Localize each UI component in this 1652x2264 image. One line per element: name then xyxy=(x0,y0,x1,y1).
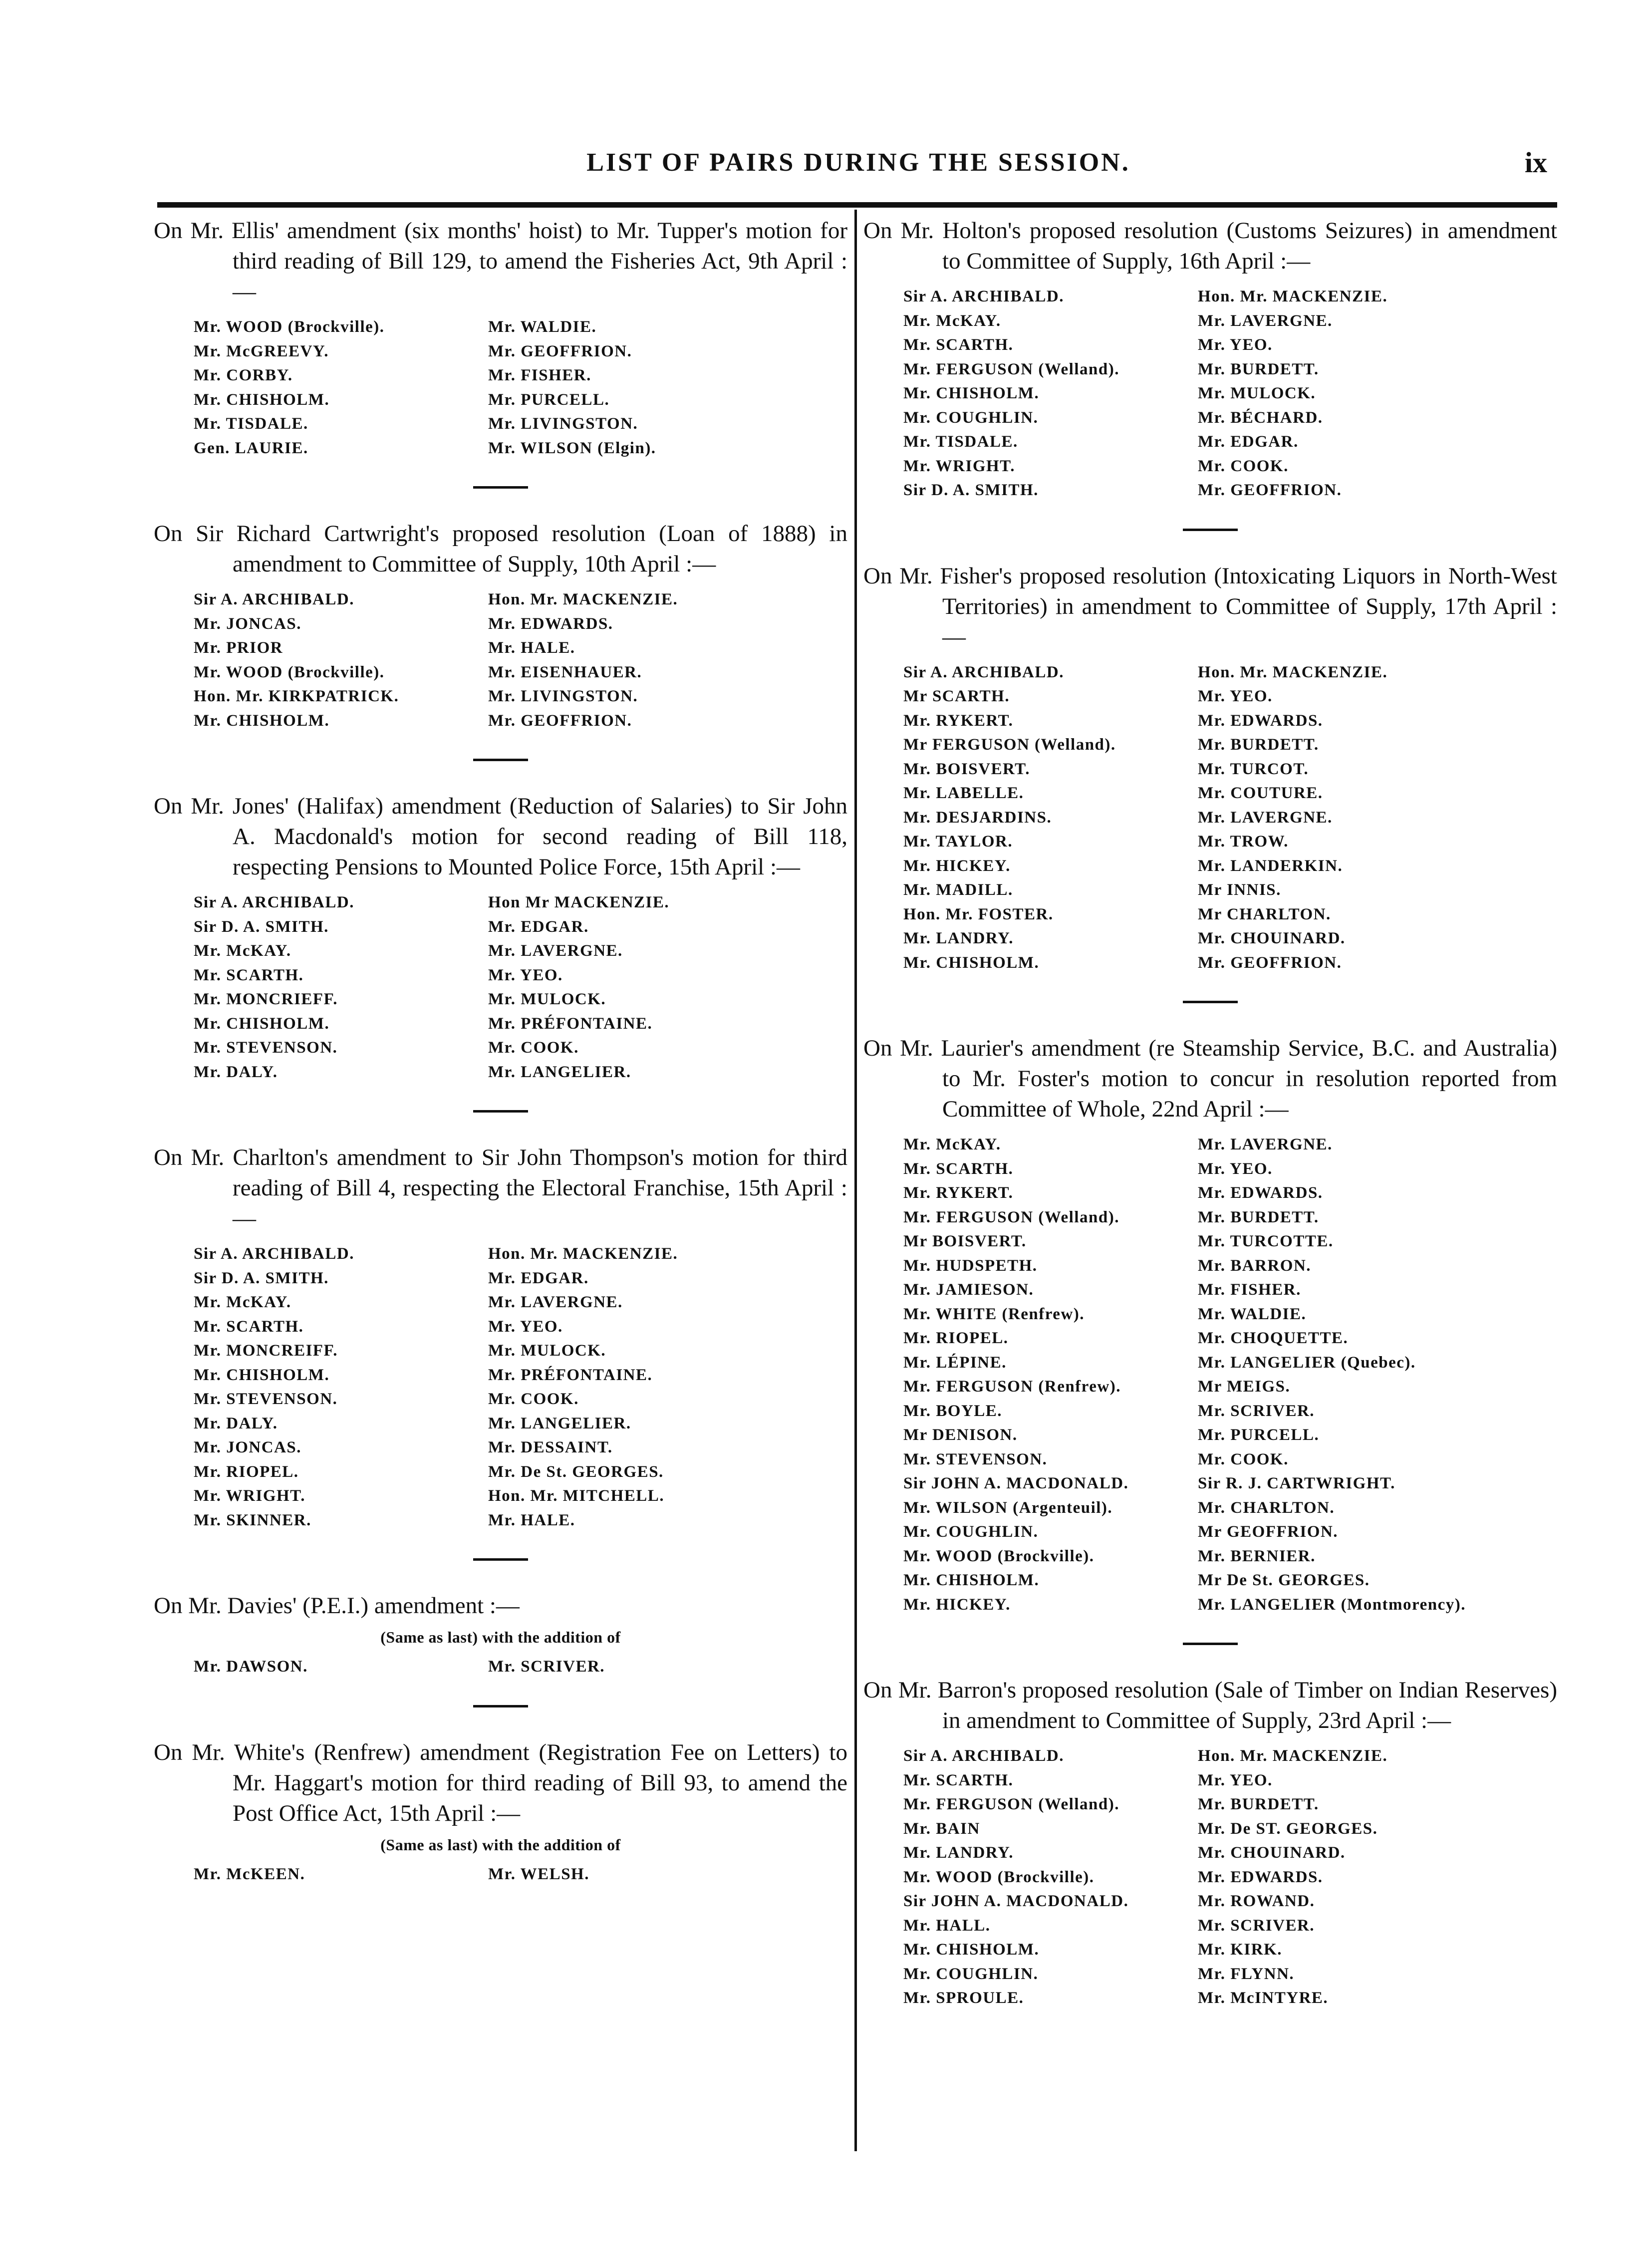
motion-description: On Mr. Charlton's amendment to Sir John Thompson's motion for third reading of Bill 4, respecting the Electoral Franchise, 15th April :— xyxy=(154,1144,847,1231)
pair-member-left: Hon. Mr. FOSTER. xyxy=(903,905,1054,923)
pair-member-right: Mr. EISENHAUER. xyxy=(488,663,642,681)
pair-member-right: Mr. EDGAR. xyxy=(488,917,589,936)
pair-member-left: Mr. DALY. xyxy=(194,1414,278,1432)
pair-member-left: Mr. MONCREIFF. xyxy=(194,1342,338,1360)
pair-member-right: Mr. WALDIE. xyxy=(1198,1305,1307,1323)
pair-member-left: Sir D. A. SMITH. xyxy=(194,917,329,936)
pair-member-left: Sir D. A. SMITH. xyxy=(903,481,1039,499)
pair-member-left: Hon. Mr. KIRKPATRICK. xyxy=(194,687,399,705)
pair-member-right: Mr. PURCELL. xyxy=(1198,1426,1320,1444)
column-divider xyxy=(854,210,857,2151)
pair-member-left: Mr. WILSON (Argenteuil). xyxy=(903,1498,1113,1517)
pair-member-left: Mr. WOOD (Brockville). xyxy=(194,663,385,681)
pair-member-left: Mr. SKINNER. xyxy=(194,1511,311,1529)
pair-member-left: Mr. HALL. xyxy=(903,1916,991,1935)
pair-member-right: Mr. BERNIER. xyxy=(1198,1547,1316,1565)
pair-member-left: Mr SCARTH. xyxy=(903,687,1010,705)
pair-member-left: Mr. FERGUSON (Welland). xyxy=(903,360,1119,378)
pair-member-left: Mr. McKAY. xyxy=(194,1293,291,1311)
pair-member-right: Mr. McINTYRE. xyxy=(1198,1989,1329,2007)
pair-member-right: Mr. YEO. xyxy=(1198,336,1273,354)
pair-section xyxy=(154,216,847,489)
pair-member-right: Hon. Mr. MACKENZIE. xyxy=(1198,1747,1388,1765)
pair-member-left: Mr. BOISVERT. xyxy=(903,760,1030,778)
pair-member-right: Mr. COOK. xyxy=(1198,457,1289,475)
pair-member-right: Mr. EDWARDS. xyxy=(1198,711,1323,730)
pair-member-right: Mr. LAVERGNE. xyxy=(1198,311,1333,330)
pairs-list xyxy=(194,587,847,733)
pair-member-right: Mr. PRÉFONTAINE. xyxy=(488,1014,653,1033)
pair-member-right: Mr. LANGELIER. xyxy=(488,1414,631,1432)
pair-member-left: Sir A. ARCHIBALD. xyxy=(903,287,1064,305)
pair-member-right: Mr. FISHER. xyxy=(1198,1281,1301,1299)
pairs-list xyxy=(903,660,1557,975)
addition-note: (Same as last) with the addition of xyxy=(380,1628,621,1646)
pair-member-left: Mr. TAYLOR. xyxy=(903,833,1013,850)
pair-member-right: Mr. HALE. xyxy=(488,1511,575,1529)
pair-member-left: Mr. FERGUSON (Welland). xyxy=(903,1795,1119,1813)
pair-member-left: Mr. HICKEY. xyxy=(903,856,1011,875)
pair-member-right: Mr. TROW. xyxy=(1198,833,1289,850)
pair-member-right: Mr. GEOFFRION. xyxy=(1198,953,1342,972)
pair-member-right: Mr. EDGAR. xyxy=(488,1269,589,1287)
pair-member-right: Mr. SCRIVER. xyxy=(488,1658,605,1676)
pair-section xyxy=(863,1675,1557,2010)
pair-member-right: Mr. COOK. xyxy=(488,1390,579,1408)
pair-member-left: Mr. CHISHOLM. xyxy=(903,953,1040,972)
pair-member-right: Mr. LANDERKIN. xyxy=(1198,856,1343,875)
pair-member-left: Mr. RYKERT. xyxy=(903,1184,1014,1202)
pair-member-right: Mr. LAVERGNE. xyxy=(1198,808,1333,827)
pair-member-left: Mr. RIOPEL. xyxy=(194,1462,299,1481)
pair-member-right: Mr. MULOCK. xyxy=(488,990,606,1008)
motion-description: On Mr. White's (Renfrew) amendment (Registration Fee on Letters) to Mr. Haggart's motion for third reading of Bill 93, to amend the Post Office Act, 15th April :— xyxy=(154,1739,847,1826)
pair-member-left: Mr. CHISHOLM. xyxy=(903,1571,1040,1589)
pair-section xyxy=(863,1033,1557,1645)
section-separator xyxy=(473,486,528,489)
pair-member-left: Mr. LANDRY. xyxy=(903,1844,1014,1862)
pair-member-left: Mr. JAMIESON. xyxy=(903,1281,1034,1299)
pair-member-right: Mr. CHOUINARD. xyxy=(1198,929,1346,947)
pair-member-left: Mr DENISON. xyxy=(903,1426,1018,1444)
pair-member-right: Mr. LANGELIER (Quebec). xyxy=(1198,1353,1416,1372)
pair-member-right: Mr. WELSH. xyxy=(488,1865,589,1883)
motion-description: On Mr. Laurier's amendment (re Steamship Service, B.C. and Australia) to Mr. Foster's motion to concur in resolution reported from Committee of Whole, 22nd April :— xyxy=(863,1035,1557,1122)
pair-member-right: Mr. GEOFFRION. xyxy=(488,342,632,360)
pair-member-right: Mr. HALE. xyxy=(488,639,575,657)
pair-member-right: Mr. CHARLTON. xyxy=(1198,1498,1335,1517)
pair-member-left: Mr. SPROULE. xyxy=(903,1989,1024,2007)
pairs-list xyxy=(194,1655,847,1679)
pair-member-right: Mr. De ST. GEORGES. xyxy=(1198,1819,1378,1838)
pair-member-left: Mr. COUGHLIN. xyxy=(903,1523,1039,1541)
pair-member-left: Mr. McKAY. xyxy=(903,1135,1001,1153)
pair-member-right: Mr. LAVERGNE. xyxy=(488,942,623,960)
pair-member-right: Mr. MULOCK. xyxy=(488,1342,606,1360)
pair-member-right: Mr. BURDETT. xyxy=(1198,1208,1319,1226)
pair-member-right: Mr. BURDETT. xyxy=(1198,736,1319,754)
pair-member-right: Mr. CHOQUETTE. xyxy=(1198,1329,1349,1347)
pair-member-right: Hon. Mr. MACKENZIE. xyxy=(488,590,678,608)
pair-member-right: Hon. Mr. MACKENZIE. xyxy=(1198,287,1388,305)
pair-member-left: Sir A. ARCHIBALD. xyxy=(194,1245,354,1263)
pair-member-left: Mr. McKEEN. xyxy=(194,1865,305,1883)
pair-member-left: Mr. STEVENSON. xyxy=(903,1450,1048,1468)
pair-member-right: Mr. TURCOTTE. xyxy=(1198,1232,1334,1250)
pair-member-left: Mr. PRIOR xyxy=(194,639,283,657)
pair-member-left: Mr. HICKEY. xyxy=(903,1595,1011,1614)
pair-member-right: Sir R. J. CARTWRIGHT. xyxy=(1198,1474,1395,1492)
pair-member-left: Sir A. ARCHIBALD. xyxy=(194,893,354,911)
pair-member-right: Mr INNIS. xyxy=(1198,881,1281,899)
pair-member-left: Mr. COUGHLIN. xyxy=(903,408,1039,427)
section-separator xyxy=(473,1110,528,1113)
pair-member-left: Mr. LÉPINE. xyxy=(903,1353,1007,1372)
pair-member-left: Mr. WOOD (Brockville). xyxy=(194,318,385,336)
pair-section xyxy=(154,519,847,761)
pair-member-right: Mr. LIVINGSTON. xyxy=(488,415,638,433)
pair-member-left: Mr. STEVENSON. xyxy=(194,1390,338,1408)
pair-member-right: Mr. LAVERGNE. xyxy=(1198,1135,1333,1153)
pair-section xyxy=(863,216,1557,531)
pair-member-right: Mr. LAVERGNE. xyxy=(488,1293,623,1311)
section-separator xyxy=(473,1705,528,1707)
page-header xyxy=(160,145,1557,190)
motion-description: On Sir Richard Cartwright's proposed resolution (Loan of 1888) in amendment to Committee of Supply, 10th April :— xyxy=(154,521,847,577)
pair-member-right: Mr. WILSON (Elgin). xyxy=(488,439,656,457)
pair-member-right: Mr. PRÉFONTAINE. xyxy=(488,1366,653,1384)
pair-member-left: Mr. JONCAS. xyxy=(194,1438,302,1456)
pair-member-left: Mr. McGREEVY. xyxy=(194,342,329,360)
motion-description: On Mr. Davies' (P.E.I.) amendment :— xyxy=(154,1593,520,1619)
pair-member-left: Mr. DAWSON. xyxy=(194,1658,308,1676)
section-separator xyxy=(1183,1643,1238,1645)
pair-section xyxy=(154,1142,847,1561)
pair-member-left: Mr. HUDSPETH. xyxy=(903,1256,1038,1275)
right-column xyxy=(863,216,1557,2010)
pair-member-left: Mr. RIOPEL. xyxy=(903,1329,1009,1347)
pair-member-right: Mr. LIVINGSTON. xyxy=(488,687,638,705)
pair-member-left: Sir A. ARCHIBALD. xyxy=(194,590,354,608)
pair-member-left: Mr. CHISHOLM. xyxy=(903,384,1040,402)
pair-member-left: Mr. CHISHOLM. xyxy=(194,711,330,730)
pair-member-left: Mr. STEVENSON. xyxy=(194,1039,338,1057)
pairs-list xyxy=(903,284,1557,503)
pair-member-left: Mr FERGUSON (Welland). xyxy=(903,736,1116,754)
pairs-list xyxy=(194,1862,847,1887)
pair-member-left: Mr. SCARTH. xyxy=(194,966,304,984)
pair-member-left: Mr. WOOD (Brockville). xyxy=(903,1868,1095,1886)
pair-member-left: Mr. JONCAS. xyxy=(194,614,302,633)
pair-member-left: Mr. COUGHLIN. xyxy=(903,1965,1039,1983)
pair-member-left: Mr. McKAY. xyxy=(903,311,1001,330)
pair-member-right: Mr GEOFFRION. xyxy=(1198,1523,1339,1541)
pair-member-right: Mr. LANGELIER. xyxy=(488,1063,631,1081)
pair-member-right: Mr. BURDETT. xyxy=(1198,1795,1319,1813)
pair-member-left: Mr. MONCRIEFF. xyxy=(194,990,338,1008)
header-rule xyxy=(157,202,1557,208)
pair-member-left: Mr. WRIGHT. xyxy=(194,1487,305,1505)
pair-member-right: Mr. EDWARDS. xyxy=(1198,1868,1323,1886)
pair-member-right: Mr. YEO. xyxy=(1198,1159,1273,1178)
pair-section xyxy=(154,1737,847,1887)
pair-member-right: Mr. FISHER. xyxy=(488,366,591,384)
pair-member-left: Mr. WHITE (Renfrew). xyxy=(903,1305,1085,1323)
pair-member-right: Mr. DESSAINT. xyxy=(488,1438,613,1456)
pair-member-left: Mr. TISDALE. xyxy=(194,415,308,433)
pair-member-left: Mr. BOYLE. xyxy=(903,1402,1003,1420)
pair-member-left: Gen. LAURIE. xyxy=(194,439,308,457)
pair-member-right: Mr. BARRON. xyxy=(1198,1256,1312,1275)
pair-member-left: Mr. WOOD (Brockville). xyxy=(903,1547,1095,1565)
pair-member-right: Mr. ROWAND. xyxy=(1198,1892,1315,1910)
pair-member-right: Mr CHARLTON. xyxy=(1198,905,1331,923)
section-separator xyxy=(473,1558,528,1561)
pair-member-left: Sir JOHN A. MACDONALD. xyxy=(903,1892,1129,1910)
pair-member-left: Mr. McKAY. xyxy=(194,942,291,960)
section-separator xyxy=(473,759,528,761)
pair-member-left: Mr. DALY. xyxy=(194,1063,278,1081)
pair-member-right: Mr. COUTURE. xyxy=(1198,784,1323,802)
pairs-list xyxy=(194,890,847,1084)
pair-member-right: Mr. EDGAR. xyxy=(1198,433,1299,451)
pair-member-left: Mr. FERGUSON (Renfrew). xyxy=(903,1378,1121,1396)
pairs-list xyxy=(194,315,847,460)
pair-member-left: Mr. MADILL. xyxy=(903,881,1013,899)
pair-member-left: Mr. CORBY. xyxy=(194,366,293,384)
pair-member-right: Mr. SCRIVER. xyxy=(1198,1916,1315,1935)
motion-description: On Mr. Jones' (Halifax) amendment (Reduction of Salaries) to Sir John A. Macdonald's motion for second reading of Bill 118, respecting Pensions to Mounted Police Force, 15th April :— xyxy=(154,793,847,880)
left-column xyxy=(154,216,847,1886)
pair-member-left: Mr. CHISHOLM. xyxy=(903,1941,1040,1959)
pair-section xyxy=(154,791,847,1113)
pair-member-right: Mr. MULOCK. xyxy=(1198,384,1316,402)
pair-member-left: Mr. SCARTH. xyxy=(194,1317,304,1336)
pair-member-left: Mr. LABELLE. xyxy=(903,784,1024,802)
pair-member-right: Mr. EDWARDS. xyxy=(1198,1184,1323,1202)
pair-member-left: Mr. FERGUSON (Welland). xyxy=(903,1208,1119,1226)
pair-member-right: Mr. BURDETT. xyxy=(1198,360,1319,378)
pair-member-left: Mr. CHISHOLM. xyxy=(194,390,330,409)
pair-member-right: Hon. Mr. MACKENZIE. xyxy=(488,1245,678,1263)
pair-member-right: Mr. BÉCHARD. xyxy=(1198,408,1323,427)
pair-member-left: Mr. RYKERT. xyxy=(903,711,1014,730)
pair-member-left: Mr BOISVERT. xyxy=(903,1232,1027,1250)
section-separator xyxy=(1183,529,1238,531)
pair-member-left: Mr. TISDALE. xyxy=(903,433,1018,451)
pair-member-right: Hon Mr MACKENZIE. xyxy=(488,893,670,911)
pair-member-right: Mr. WALDIE. xyxy=(488,318,597,336)
pair-member-left: Mr. DESJARDINS. xyxy=(903,808,1052,827)
pair-member-right: Mr. CHOUINARD. xyxy=(1198,1844,1346,1862)
pair-section xyxy=(154,1591,847,1707)
motion-description: On Mr. Barron's proposed resolution (Sale of Timber on Indian Reserves) in amendment to Committee of Supply, 23rd April :— xyxy=(863,1677,1557,1733)
pair-member-right: Mr De St. GEORGES. xyxy=(1198,1571,1370,1589)
pair-member-right: Hon. Mr. MITCHELL. xyxy=(488,1487,665,1505)
pair-member-right: Hon. Mr. MACKENZIE. xyxy=(1198,663,1388,681)
pairs-list xyxy=(194,1242,847,1532)
pair-member-right: Mr. GEOFFRION. xyxy=(1198,481,1342,499)
pair-member-right: Mr. COOK. xyxy=(1198,1450,1289,1468)
pair-member-left: Mr. WRIGHT. xyxy=(903,457,1015,475)
pair-section xyxy=(863,561,1557,1004)
pair-member-right: Mr. FLYNN. xyxy=(1198,1965,1295,1983)
pair-member-right: Mr. YEO. xyxy=(488,966,563,984)
pair-member-right: Mr. YEO. xyxy=(1198,687,1273,705)
addition-note: (Same as last) with the addition of xyxy=(380,1835,621,1854)
pair-member-right: Mr MEIGS. xyxy=(1198,1378,1291,1396)
section-separator xyxy=(1183,1001,1238,1003)
pair-member-right: Mr. EDWARDS. xyxy=(488,614,613,633)
pair-member-right: Mr. TURCOT. xyxy=(1198,760,1309,778)
pair-member-right: Mr. YEO. xyxy=(1198,1771,1273,1789)
pairs-list xyxy=(903,1744,1557,2010)
pair-member-right: Mr. LANGELIER (Montmorency). xyxy=(1198,1595,1466,1614)
motion-description: On Mr. Fisher's proposed resolution (Intoxicating Liquors in North-West Territories) in amendment to Committee of Supply, 17th April :— xyxy=(863,563,1557,650)
pair-member-right: Mr. COOK. xyxy=(488,1039,579,1057)
pair-member-left: Sir A. ARCHIBALD. xyxy=(903,663,1064,681)
pair-member-left: Mr. CHISHOLM. xyxy=(194,1014,330,1033)
pair-member-right: Mr. KIRK. xyxy=(1198,1941,1283,1959)
pair-member-left: Mr. SCARTH. xyxy=(903,1771,1014,1789)
pair-member-right: Mr. SCRIVER. xyxy=(1198,1402,1315,1420)
page-number: ix xyxy=(1524,146,1547,179)
pair-member-left: Mr. LANDRY. xyxy=(903,929,1014,947)
pair-member-left: Mr. SCARTH. xyxy=(903,1159,1014,1178)
pair-member-left: Mr. CHISHOLM. xyxy=(194,1366,330,1384)
pair-member-left: Sir JOHN A. MACDONALD. xyxy=(903,1474,1129,1492)
pair-member-left: Sir D. A. SMITH. xyxy=(194,1269,329,1287)
page-title: LIST OF PAIRS DURING THE SESSION. xyxy=(586,148,1130,177)
motion-description: On Mr. Holton's proposed resolution (Customs Seizures) in amendment to Committee of Supply, 16th April :— xyxy=(863,218,1557,274)
pairs-list xyxy=(903,1132,1557,1617)
pair-member-right: Mr. GEOFFRION. xyxy=(488,711,632,730)
pair-member-right: Mr. De St. GEORGES. xyxy=(488,1462,664,1481)
pair-member-left: Mr. SCARTH. xyxy=(903,336,1014,354)
pair-member-right: Mr. YEO. xyxy=(488,1317,563,1336)
motion-description: On Mr. Ellis' amendment (six months' hoist) to Mr. Tupper's motion for third reading of Bill 129, to amend the Fisheries Act, 9th April :— xyxy=(154,218,847,304)
pair-member-left: Mr. BAIN xyxy=(903,1819,980,1838)
pair-member-right: Mr. PURCELL. xyxy=(488,390,610,409)
pair-member-left: Sir A. ARCHIBALD. xyxy=(903,1747,1064,1765)
